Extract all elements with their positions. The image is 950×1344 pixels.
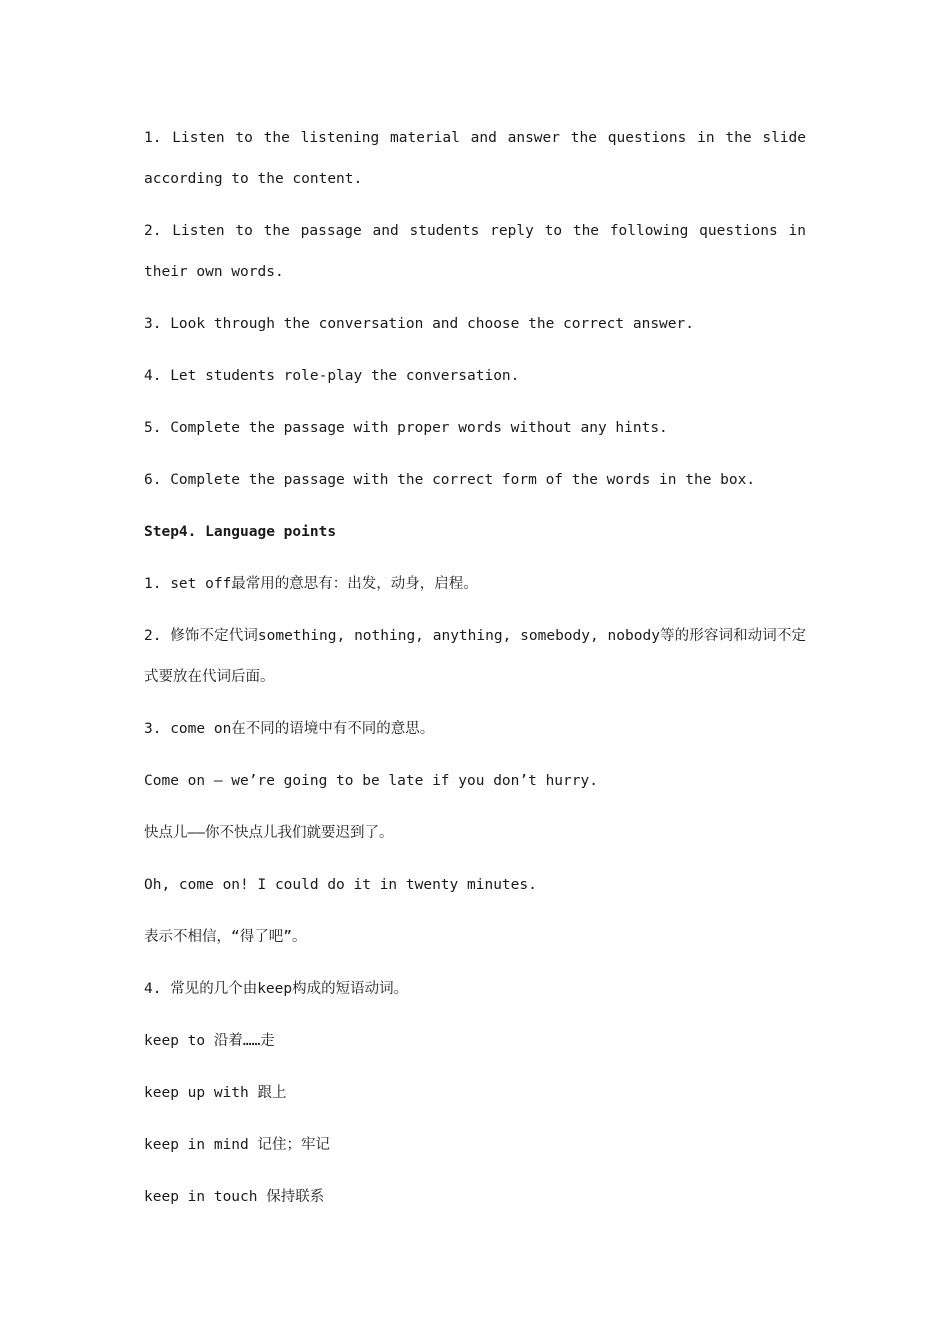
step-item-4: 4. Let students role-play the conversation. [144, 368, 520, 384]
step-item-2: 2. Listen to the passage and students reply to the following questions in their own words. [144, 223, 806, 280]
language-point-4: 4. 常见的几个由keep构成的短语动词。 [144, 981, 409, 997]
step-item-6: 6. Complete the passage with the correct form of the words in the box. [144, 472, 756, 488]
step-item-3: 3. Look through the conversation and choose the correct answer. [144, 316, 694, 332]
language-point-2: 2. 修饰不定代词something, nothing, anything, somebody, nobody等的形容词和动词不定式要放在代词后面。 [144, 628, 806, 685]
section-heading: Step4. Language points [144, 524, 337, 540]
phrase-keep-up-with: keep up with 跟上 [144, 1085, 287, 1101]
example-translation-2: 表示不相信，“得了吧”。 [144, 929, 307, 945]
language-point-1: 1. set off最常用的意思有：出发，动身，启程。 [144, 576, 478, 592]
phrase-keep-in-mind: keep in mind 记住；牢记 [144, 1137, 330, 1153]
step-item-5: 5. Complete the passage with proper words without any hints. [144, 420, 668, 436]
step-item-1: 1. Listen to the listening material and answer the questions in the slide according to the content. [144, 130, 806, 187]
document-body [144, 118, 806, 1229]
example-translation-1: 快点儿——你不快点儿我们就要迟到了。 [144, 825, 394, 841]
example-sentence-2: Oh, come on! I could do it in twenty minutes. [144, 877, 537, 893]
language-point-3: 3. come on在不同的语境中有不同的意思。 [144, 721, 435, 737]
phrase-keep-to: keep to 沿着……走 [144, 1033, 275, 1049]
example-sentence-1: Come on — we’re going to be late if you don’t hurry. [144, 773, 598, 789]
phrase-keep-in-touch: keep in touch 保持联系 [144, 1189, 325, 1205]
